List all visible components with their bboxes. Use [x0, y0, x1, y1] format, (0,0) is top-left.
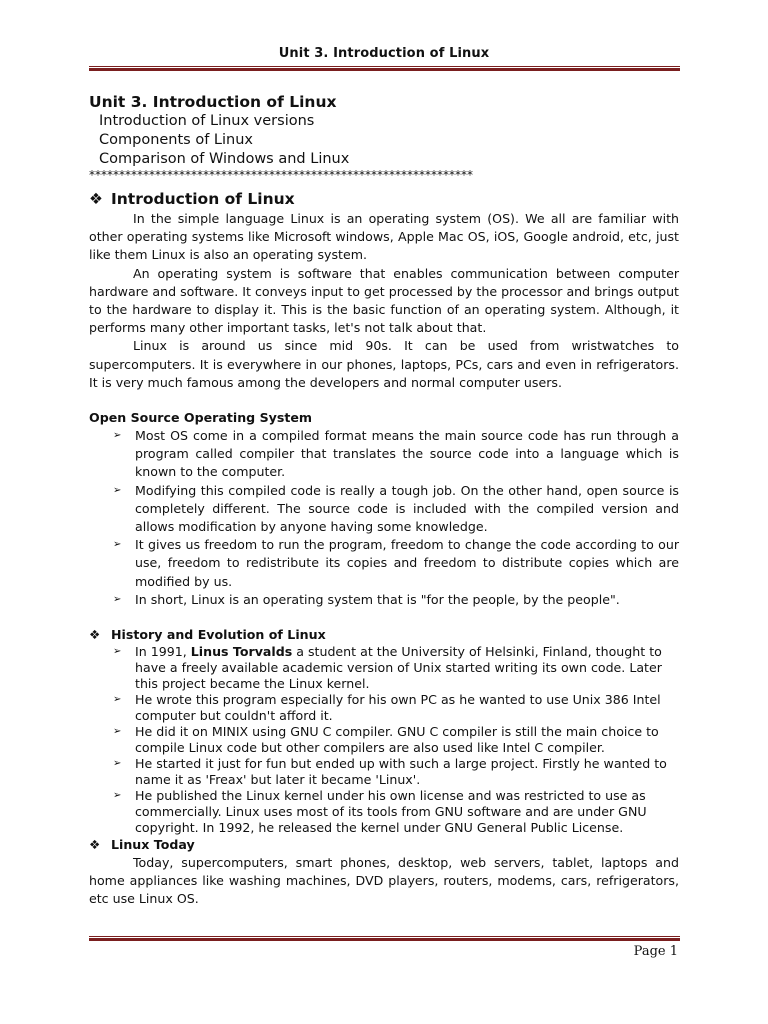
- history-list: [89, 644, 679, 836]
- list-item: ➢ It gives us freedom to run the program, freedom to change the code according to our use, freedom to redistribute its copies and freedom to distribute copies which are modified by us.: [113, 537, 679, 589]
- paragraph: An operating system is software that enables communication between computer hardware and software. It conveys input to get processed by the processor and brings output to the hardware to display it. This is the basic function of an operating system. Although, it performs many other important tasks, let's not talk about that.: [89, 265, 679, 336]
- paragraph: Linux is around us since mid 90s. It can be used from wristwatches to supercomputers. It is everywhere in our phones, laptops, PCs, cars and even in refrigerators. It is very much famous among the developers and normal computer users.: [89, 338, 679, 390]
- list-item: ➢ He published the Linux kernel under his own license and was restricted to use as commercially. Linux uses most of its tools from GNU software and are under GNU copyright. In 1992, he released the kernel under GNU General Public License.: [113, 788, 647, 836]
- toc-item: Comparison of Windows and Linux: [99, 151, 350, 167]
- arrow-bullet-icon: ➢: [113, 539, 122, 551]
- arrow-bullet-icon: ➢: [113, 694, 122, 706]
- paragraph: Today, supercomputers, smart phones, desktop, web servers, tablet, laptops and home appliances like washing machines, DVD players, routers, modems, cars, refrigerators, etc use Linux OS.: [89, 855, 679, 907]
- arrow-bullet-icon: ➢: [113, 726, 122, 738]
- subheading-open-source: Open Source Operating System: [89, 410, 313, 426]
- footer-rule: [89, 936, 680, 941]
- arrow-bullet-icon: ➢: [113, 430, 122, 442]
- toc-item: Components of Linux: [99, 132, 253, 148]
- person-name: Linus Torvalds: [190, 644, 293, 660]
- diamond-bullet-icon: ❖: [89, 627, 101, 643]
- list-item: ➢ In short, Linux is an operating system that is "for the people, by the people".: [113, 591, 679, 609]
- arrow-bullet-icon: ➢: [113, 790, 122, 802]
- section-heading-history: ❖ History and Evolution of Linux: [89, 627, 326, 643]
- list-item: ➢ He started it just for fun but ended up with such a large project. Firstly he wanted to name it as 'Freax' but later it became 'Linux'.: [113, 756, 667, 788]
- list-item: ➢ Modifying this compiled code is really a tough job. On the other hand, open source is completely different. The source code is included with the compiled version and allows modification by anyone having some knowledge.: [113, 482, 679, 535]
- star-divider: ****************************************************************: [89, 169, 473, 182]
- section-heading-intro: ❖ Introduction of Linux: [89, 190, 295, 208]
- toc-item: Introduction of Linux versions: [99, 113, 315, 129]
- arrow-bullet-icon: ➢: [113, 758, 122, 770]
- paragraph: In the simple language Linux is an operating system (OS). We all are familiar with other operating systems like Microsoft windows, Apple Mac OS, iOS, Google android, etc, just like them Linux is also an operating system.: [89, 211, 679, 263]
- unit-title: Unit 3. Introduction of Linux: [89, 93, 337, 111]
- running-header: Unit 3. Introduction of Linux: [278, 46, 490, 61]
- list-item: ➢ In 1991, Linus Torvalds a student at the University of Helsinki, Finland, thought to have a freely available academic version of Unix started writing its own code. Later this project became the Linux kernel.: [113, 644, 662, 692]
- header-rule: [89, 66, 680, 71]
- arrow-bullet-icon: ➢: [113, 593, 122, 605]
- list-item: ➢ He wrote this program especially for his own PC as he wanted to use Unix 386 Intel computer but couldn't afford it.: [113, 692, 661, 724]
- list-item: ➢ He did it on MINIX using GNU C compiler. GNU C compiler is still the main choice to compile Linux code but other compilers are also used like Intel C compiler.: [113, 724, 659, 756]
- diamond-bullet-icon: ❖: [89, 190, 103, 208]
- section-heading-today: ❖ Linux Today: [89, 837, 195, 853]
- list-item: ➢ Most OS come in a compiled format means the main source code has run through a program called compiler that translates the source code into a language which is known to the computer.: [113, 428, 679, 480]
- arrow-bullet-icon: ➢: [113, 646, 122, 658]
- page-number: Page 1: [633, 944, 678, 959]
- page-content: [89, 92, 679, 909]
- diamond-bullet-icon: ❖: [89, 837, 101, 853]
- open-source-list: [89, 427, 679, 609]
- arrow-bullet-icon: ➢: [113, 484, 122, 496]
